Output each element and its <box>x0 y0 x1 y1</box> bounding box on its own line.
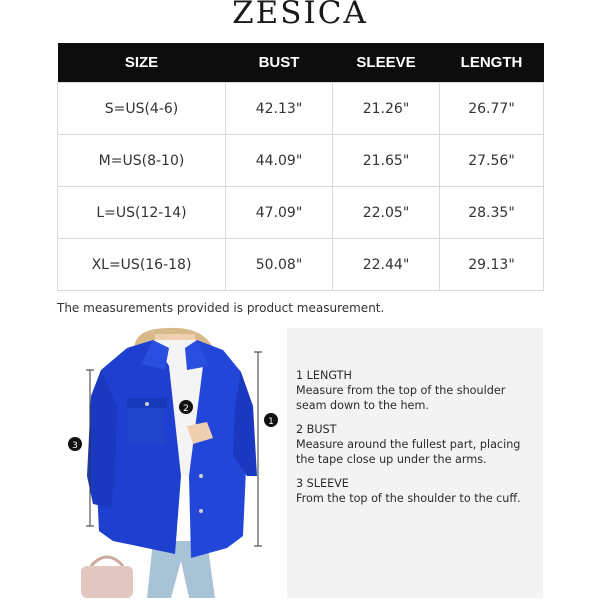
guide-bust-heading: 2 BUST <box>296 423 337 436</box>
svg-text:1: 1 <box>268 417 274 427</box>
sleeve-cell: 21.65" <box>333 135 440 187</box>
size-cell: L=US(12-14) <box>58 187 226 239</box>
guide-bust <box>296 422 536 467</box>
marker-sleeve <box>68 437 82 451</box>
length-cell: 29.13" <box>440 239 544 291</box>
size-cell: XL=US(16-18) <box>58 239 226 291</box>
guide-length <box>296 368 536 413</box>
sleeve-cell: 22.05" <box>333 187 440 239</box>
jacket-illustration <box>57 326 285 598</box>
marker-bust <box>179 400 193 414</box>
column-header-sleeve: SLEEVE <box>333 43 440 83</box>
guide-bust-text: Measure around the fullest part, placing the tape close up under the arms. <box>296 438 521 466</box>
brand-logo: ZESICA <box>232 0 368 31</box>
measurement-guide-panel <box>287 328 543 598</box>
table-header-row <box>58 43 544 83</box>
column-header-length: LENGTH <box>440 43 544 83</box>
table-row <box>58 187 544 239</box>
bust-cell: 47.09" <box>226 187 333 239</box>
svg-text:3: 3 <box>72 441 78 451</box>
svg-text:2: 2 <box>183 404 189 414</box>
guide-sleeve <box>296 476 536 506</box>
bust-cell: 44.09" <box>226 135 333 187</box>
length-cell: 27.56" <box>440 135 544 187</box>
table-row <box>58 135 544 187</box>
guide-sleeve-text: From the top of the shoulder to the cuff. <box>296 492 521 505</box>
bust-cell: 42.13" <box>226 83 333 135</box>
size-chart-table <box>57 43 544 291</box>
sleeve-cell: 22.44" <box>333 239 440 291</box>
length-cell: 28.35" <box>440 187 544 239</box>
measurement-note: The measurements provided is product measurement. <box>57 301 385 315</box>
guide-sleeve-heading: 3 SLEEVE <box>296 477 349 490</box>
marker-length <box>264 413 278 427</box>
table-row <box>58 239 544 291</box>
column-header-bust: BUST <box>226 43 333 83</box>
sleeve-cell: 21.26" <box>333 83 440 135</box>
size-cell: M=US(8-10) <box>58 135 226 187</box>
bust-cell: 50.08" <box>226 239 333 291</box>
table-row <box>58 83 544 135</box>
size-cell: S=US(4-6) <box>58 83 226 135</box>
column-header-size: SIZE <box>58 43 226 83</box>
guide-length-heading: 1 LENGTH <box>296 369 352 382</box>
model-photo <box>57 326 285 598</box>
guide-length-text: Measure from the top of the shoulder seam down to the hem. <box>296 384 506 412</box>
length-cell: 26.77" <box>440 83 544 135</box>
